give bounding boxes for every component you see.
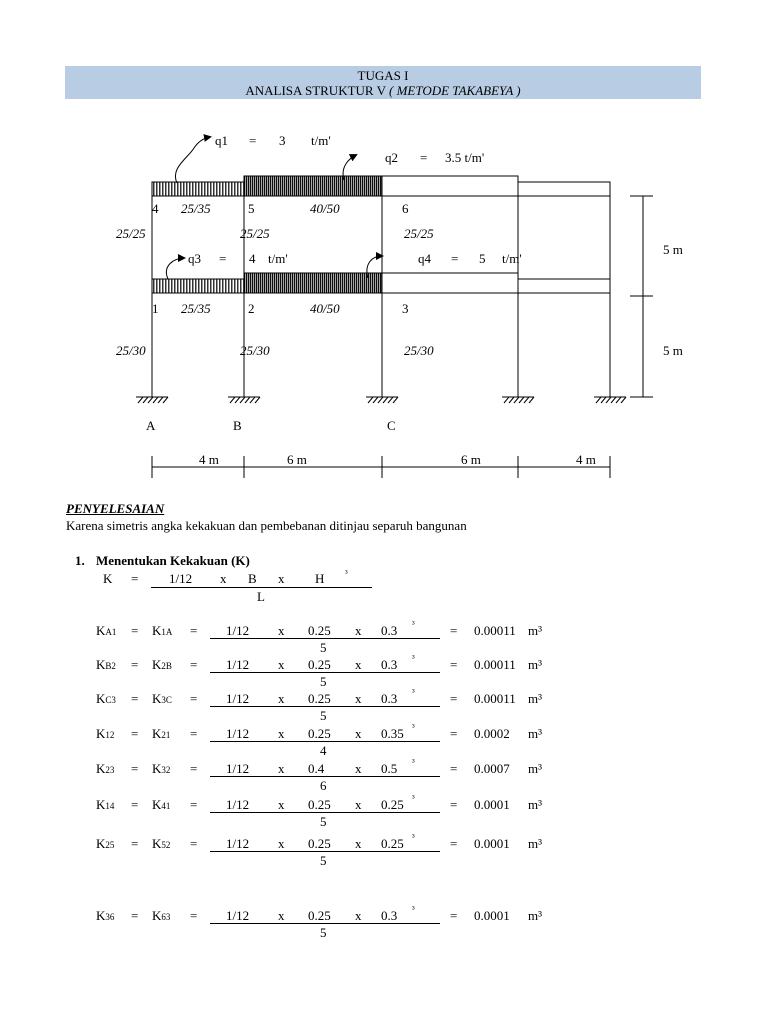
q3-equals: = — [219, 251, 227, 266]
stiffness-result: 0.0001 — [474, 908, 510, 923]
stiffness-k: K — [96, 657, 106, 672]
node-6: 6 — [402, 201, 409, 216]
stiffness-unit: m³ — [528, 908, 543, 923]
support-d-icon — [502, 397, 534, 403]
stiffness-subscript: 25 — [105, 840, 115, 850]
stiffness-subscript: 36 — [105, 912, 115, 922]
q3-arrow-icon — [166, 258, 184, 279]
formula-h: H — [315, 571, 325, 586]
span-1-label: 4 m — [199, 452, 219, 467]
cube-exponent: ³ — [412, 793, 415, 803]
fraction-line — [210, 672, 440, 673]
stiffness-symbol — [96, 909, 114, 922]
equals-sign: = — [131, 836, 139, 851]
stiffness-symbol — [96, 727, 114, 740]
stiffness-unit: m³ — [528, 623, 543, 638]
stiffness-k: K — [152, 908, 162, 923]
node-1: 1 — [152, 301, 159, 316]
step-1-number: 1. — [75, 553, 85, 568]
beam-1-2-size: 25/35 — [181, 301, 211, 316]
times-sign: x — [355, 797, 362, 812]
stiffness-subscript: 14 — [105, 801, 115, 811]
support-b-label: B — [233, 418, 242, 433]
beam-right-top — [518, 182, 610, 196]
width-value: 0.25 — [308, 836, 331, 851]
stiffness-k: K — [152, 726, 162, 741]
fraction-line — [210, 741, 440, 742]
q1-value: 3 — [279, 133, 286, 148]
width-value: 0.25 — [308, 726, 331, 741]
formula-coefficient: 1/12 — [169, 571, 193, 586]
beam-4-5-load — [152, 182, 244, 196]
height-value: 0.5 — [381, 761, 398, 776]
column-c-top-size: 25/25 — [404, 226, 434, 241]
formula-exponent: ³ — [345, 568, 348, 578]
fraction-line — [210, 812, 440, 813]
stiffness-subscript: 3C — [161, 695, 172, 705]
stiffness-subscript: A1 — [105, 627, 117, 637]
span-2-label: 6 m — [287, 452, 307, 467]
cube-exponent: ³ — [412, 687, 415, 697]
equals-sign: = — [131, 657, 139, 672]
times-sign: x — [355, 836, 362, 851]
cube-exponent: ³ — [412, 832, 415, 842]
length-denominator: 4 — [320, 743, 327, 758]
span-4-label: 4 m — [576, 452, 596, 467]
equals-sign: = — [190, 761, 198, 776]
times-sign: x — [355, 726, 362, 741]
formula-equals: = — [131, 571, 139, 586]
stiffness-symbol-reverse — [152, 837, 170, 850]
stiffness-result: 0.00011 — [474, 691, 516, 706]
q4-unit: t/m' — [502, 251, 522, 266]
column-a-top-size: 25/25 — [116, 226, 146, 241]
span-dimension — [152, 456, 610, 478]
node-5: 5 — [248, 201, 255, 216]
beam-4-5-size: 25/35 — [181, 201, 211, 216]
beam-2-3-load — [244, 273, 382, 293]
q3-unit: t/m' — [268, 251, 288, 266]
times-sign: x — [278, 691, 285, 706]
stiffness-subscript: 63 — [161, 912, 171, 922]
fraction-line — [210, 706, 440, 707]
stiffness-symbol-reverse — [152, 762, 170, 775]
cube-exponent: ³ — [412, 757, 415, 767]
middle-beams — [152, 273, 610, 293]
length-denominator: 6 — [320, 778, 327, 793]
stiffness-unit: m³ — [528, 691, 543, 706]
q2-equals: = — [420, 150, 428, 165]
length-denominator: 5 — [320, 925, 327, 940]
stiffness-symbol — [96, 798, 114, 811]
equals-sign: = — [450, 623, 458, 638]
equals-sign: = — [131, 726, 139, 741]
times-sign: x — [278, 657, 285, 672]
times-sign: x — [278, 726, 285, 741]
column-b-top-size: 25/25 — [240, 226, 270, 241]
formula-times-2: x — [278, 571, 285, 586]
height-value: 0.25 — [381, 836, 404, 851]
formula-b: B — [248, 571, 257, 586]
stiffness-unit: m³ — [528, 761, 543, 776]
title-method: ( METODE TAKABEYA ) — [389, 83, 521, 98]
equals-sign: = — [450, 797, 458, 812]
stiffness-unit: m³ — [528, 836, 543, 851]
stiffness-symbol-reverse — [152, 624, 172, 637]
stiffness-subscript: 21 — [161, 730, 171, 740]
support-a-icon — [136, 397, 168, 403]
stiffness-k: K — [152, 657, 162, 672]
stiffness-symbol-reverse — [152, 692, 172, 705]
height-value: 0.35 — [381, 726, 404, 741]
height-value: 0.3 — [381, 623, 398, 638]
column-b-bottom-size: 25/30 — [240, 343, 270, 358]
cube-exponent: ³ — [412, 619, 415, 629]
frame-diagram — [0, 0, 768, 500]
times-sign: x — [278, 797, 285, 812]
column-c-bottom-size: 25/30 — [404, 343, 434, 358]
coefficient: 1/12 — [226, 726, 250, 741]
column-a-bottom-size: 25/30 — [116, 343, 146, 358]
title-line-1: TUGAS I — [357, 68, 409, 83]
stiffness-subscript: 12 — [105, 730, 115, 740]
height-value: 0.3 — [381, 908, 398, 923]
stiffness-k: K — [152, 836, 162, 851]
node-4: 4 — [152, 201, 159, 216]
stiffness-k: K — [96, 761, 106, 776]
beam-right-mid — [518, 279, 610, 293]
fraction-line — [210, 776, 440, 777]
q1-unit: t/m' — [311, 133, 331, 148]
q4-value: 5 — [479, 251, 486, 266]
formula-k: K — [103, 571, 113, 586]
equals-sign: = — [450, 908, 458, 923]
stiffness-result: 0.00011 — [474, 623, 516, 638]
equals-sign: = — [131, 761, 139, 776]
equals-sign: = — [190, 836, 198, 851]
equals-sign: = — [450, 836, 458, 851]
height-bottom-label: 5 m — [663, 343, 683, 358]
step-1-title: Menentukan Kekakuan (K) — [96, 553, 250, 568]
width-value: 0.4 — [308, 761, 325, 776]
times-sign: x — [355, 623, 362, 638]
beam-3-mirror — [382, 273, 518, 293]
solution-heading: PENYELESAIAN — [66, 501, 165, 516]
formula-times-1: x — [220, 571, 227, 586]
node-2: 2 — [248, 301, 255, 316]
stiffness-result: 0.0001 — [474, 836, 510, 851]
stiffness-unit: m³ — [528, 726, 543, 741]
q3-label: q3 — [188, 251, 201, 266]
length-denominator: 5 — [320, 814, 327, 829]
stiffness-symbol — [96, 658, 116, 671]
beam-5-6-load — [244, 176, 382, 196]
length-denominator: 5 — [320, 674, 327, 689]
equals-sign: = — [131, 908, 139, 923]
length-denominator: 5 — [320, 853, 327, 868]
equals-sign: = — [190, 797, 198, 812]
equals-sign: = — [131, 797, 139, 812]
stiffness-k: K — [96, 836, 106, 851]
length-denominator: 5 — [320, 640, 327, 655]
support-c-icon — [366, 397, 398, 403]
q4-label: q4 — [418, 251, 431, 266]
stiffness-k: K — [96, 691, 106, 706]
stiffness-result: 0.00011 — [474, 657, 516, 672]
q3-value: 4 — [249, 251, 256, 266]
stiffness-unit: m³ — [528, 797, 543, 812]
times-sign: x — [355, 691, 362, 706]
times-sign: x — [355, 908, 362, 923]
beam-6-mirror — [382, 176, 518, 196]
cube-exponent: ³ — [412, 653, 415, 663]
equals-sign: = — [190, 691, 198, 706]
fraction-line — [210, 923, 440, 924]
equals-sign: = — [450, 726, 458, 741]
stiffness-symbol-reverse — [152, 727, 170, 740]
cube-exponent: ³ — [412, 722, 415, 732]
top-beams — [152, 176, 610, 196]
solution-intro: Karena simetris angka kekakuan dan pembebanan ditinjau separuh bangunan — [66, 518, 467, 533]
height-value: 0.25 — [381, 797, 404, 812]
equals-sign: = — [131, 623, 139, 638]
stiffness-subscript: 23 — [105, 765, 115, 775]
width-value: 0.25 — [308, 657, 331, 672]
width-value: 0.25 — [308, 908, 331, 923]
times-sign: x — [278, 836, 285, 851]
stiffness-subscript: 32 — [161, 765, 171, 775]
formula-denominator: L — [257, 589, 265, 604]
coefficient: 1/12 — [226, 657, 250, 672]
equals-sign: = — [190, 657, 198, 672]
stiffness-symbol — [96, 624, 116, 637]
stiffness-subscript: 52 — [161, 840, 171, 850]
times-sign: x — [278, 761, 285, 776]
height-value: 0.3 — [381, 657, 398, 672]
q1-label: q1 — [215, 133, 228, 148]
q1-arrow-icon — [175, 137, 210, 183]
height-top-label: 5 m — [663, 242, 683, 257]
equals-sign: = — [190, 623, 198, 638]
stiffness-k: K — [96, 623, 106, 638]
stiffness-subscript: B2 — [105, 661, 116, 671]
width-value: 0.25 — [308, 691, 331, 706]
title-course: ANALISA STRUKTUR V — [245, 83, 386, 98]
stiffness-result: 0.0001 — [474, 797, 510, 812]
q4-equals: = — [451, 251, 459, 266]
coefficient: 1/12 — [226, 836, 250, 851]
q1-equals: = — [249, 133, 257, 148]
coefficient: 1/12 — [226, 797, 250, 812]
equals-sign: = — [450, 761, 458, 776]
supports — [136, 397, 626, 403]
times-sign: x — [355, 657, 362, 672]
stiffness-k: K — [96, 908, 106, 923]
support-e-icon — [594, 397, 626, 403]
span-3-label: 6 m — [461, 452, 481, 467]
stiffness-k: K — [152, 761, 162, 776]
times-sign: x — [278, 908, 285, 923]
width-value: 0.25 — [308, 623, 331, 638]
coefficient: 1/12 — [226, 623, 250, 638]
beam-2-3-size: 40/50 — [310, 301, 340, 316]
stiffness-unit: m³ — [528, 657, 543, 672]
stiffness-subscript: C3 — [105, 695, 116, 705]
stiffness-k: K — [96, 797, 106, 812]
q2-value: 3.5 t/m' — [445, 150, 485, 165]
equals-sign: = — [131, 691, 139, 706]
stiffness-k: K — [96, 726, 106, 741]
times-sign: x — [355, 761, 362, 776]
beam-5-6-size: 40/50 — [310, 201, 340, 216]
stiffness-symbol — [96, 762, 114, 775]
stiffness-symbol — [96, 837, 114, 850]
height-dimension — [630, 196, 653, 397]
equals-sign: = — [190, 726, 198, 741]
stiffness-symbol — [96, 692, 116, 705]
stiffness-subscript: 1A — [161, 627, 173, 637]
support-c-label: C — [387, 418, 396, 433]
q2-label: q2 — [385, 150, 398, 165]
stiffness-k: K — [152, 691, 162, 706]
equals-sign: = — [190, 908, 198, 923]
stiffness-k: K — [152, 623, 162, 638]
stiffness-subscript: 41 — [161, 801, 171, 811]
stiffness-k: K — [152, 797, 162, 812]
equals-sign: = — [450, 691, 458, 706]
coefficient: 1/12 — [226, 908, 250, 923]
support-b-icon — [228, 397, 260, 403]
width-value: 0.25 — [308, 797, 331, 812]
stiffness-result: 0.0002 — [474, 726, 510, 741]
stiffness-symbol-reverse — [152, 798, 170, 811]
stiffness-symbol-reverse — [152, 658, 172, 671]
cube-exponent: ³ — [412, 904, 415, 914]
stiffness-result: 0.0007 — [474, 761, 510, 776]
stiffness-subscript: 2B — [161, 661, 172, 671]
times-sign: x — [278, 623, 285, 638]
length-denominator: 5 — [320, 708, 327, 723]
fraction-line — [210, 638, 440, 639]
equals-sign: = — [450, 657, 458, 672]
height-value: 0.3 — [381, 691, 398, 706]
node-3: 3 — [402, 301, 409, 316]
formula-fraction-line — [151, 587, 372, 588]
coefficient: 1/12 — [226, 691, 250, 706]
beam-1-2-load — [152, 279, 244, 293]
coefficient: 1/12 — [226, 761, 250, 776]
stiffness-symbol-reverse — [152, 909, 170, 922]
support-a-label: A — [146, 418, 156, 433]
fraction-line — [210, 851, 440, 852]
